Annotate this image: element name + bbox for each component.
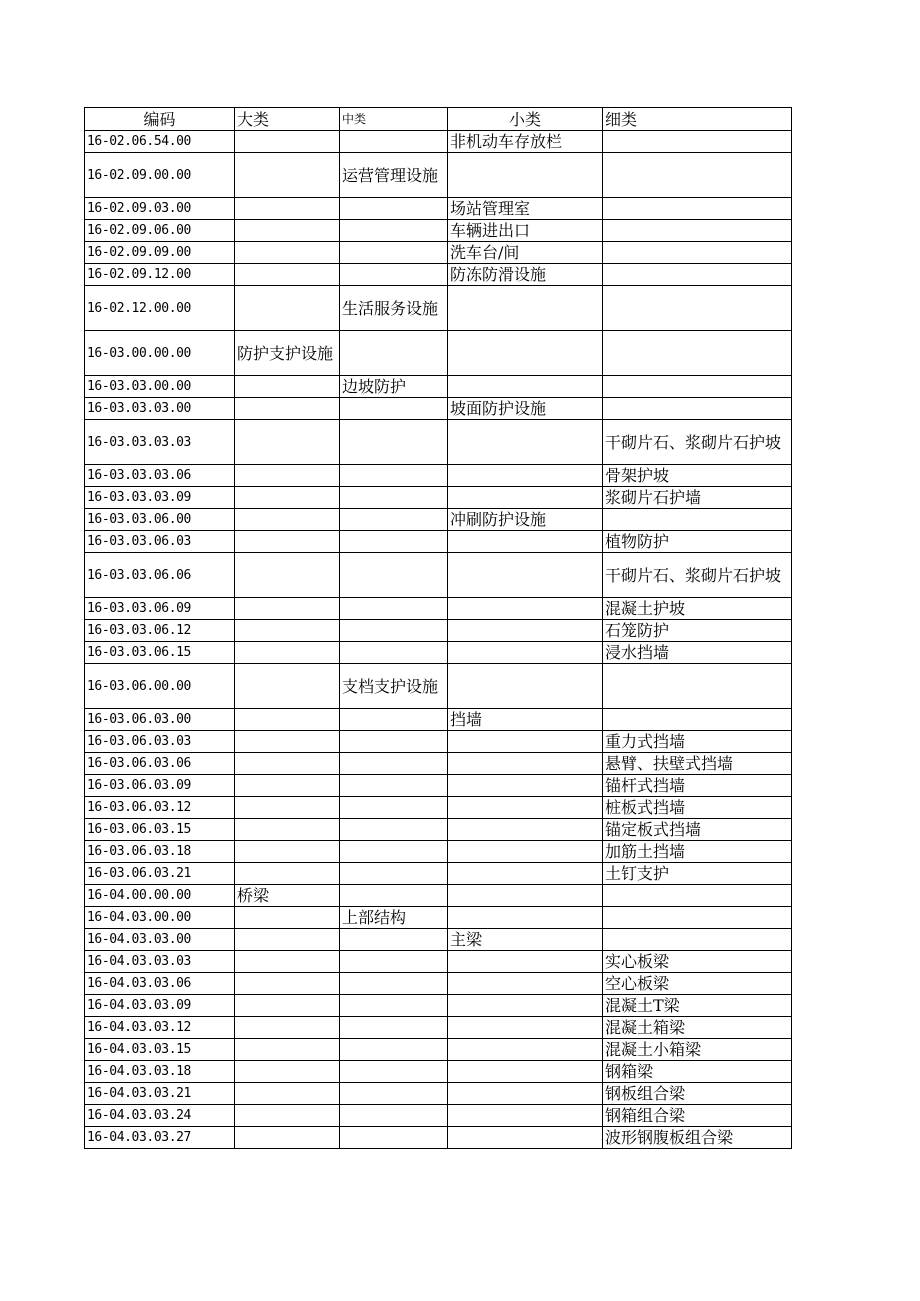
major-category-cell xyxy=(235,775,340,797)
fine-category-cell xyxy=(603,331,792,376)
major-category-cell xyxy=(235,376,340,398)
major-category-cell xyxy=(235,841,340,863)
fine-category-cell: 实心板梁 xyxy=(603,951,792,973)
code-cell: 16-03.00.00.00 xyxy=(85,331,235,376)
minor-category-cell: 非机动车存放栏 xyxy=(448,131,603,153)
mid-category-cell xyxy=(340,1017,448,1039)
minor-category-cell xyxy=(448,620,603,642)
table-row xyxy=(85,1061,792,1083)
minor-category-cell xyxy=(448,775,603,797)
table-row xyxy=(85,220,792,242)
code-cell: 16-02.09.03.00 xyxy=(85,198,235,220)
major-category-cell xyxy=(235,973,340,995)
code-cell: 16-03.06.03.00 xyxy=(85,709,235,731)
major-category-cell: 防护支护设施 xyxy=(235,331,340,376)
mid-category-cell xyxy=(340,863,448,885)
minor-category-cell: 车辆进出口 xyxy=(448,220,603,242)
fine-category-cell xyxy=(603,664,792,709)
code-cell: 16-03.03.03.09 xyxy=(85,487,235,509)
table-row xyxy=(85,1105,792,1127)
minor-category-cell xyxy=(448,531,603,553)
code-cell: 16-03.06.03.18 xyxy=(85,841,235,863)
code-cell: 16-03.06.03.21 xyxy=(85,863,235,885)
mid-category-cell xyxy=(340,198,448,220)
major-category-cell xyxy=(235,907,340,929)
fine-category-cell: 钢箱组合梁 xyxy=(603,1105,792,1127)
minor-category-cell xyxy=(448,907,603,929)
table-row xyxy=(85,398,792,420)
fine-category-cell: 锚杆式挡墙 xyxy=(603,775,792,797)
code-cell: 16-04.03.03.27 xyxy=(85,1127,235,1149)
mid-category-cell xyxy=(340,775,448,797)
minor-category-cell xyxy=(448,1083,603,1105)
table-row xyxy=(85,797,792,819)
table-body xyxy=(85,131,792,1149)
fine-category-cell xyxy=(603,198,792,220)
code-cell: 16-03.06.03.06 xyxy=(85,753,235,775)
major-category-cell xyxy=(235,731,340,753)
code-cell: 16-03.03.03.06 xyxy=(85,465,235,487)
major-category-cell xyxy=(235,509,340,531)
mid-category-cell: 支档支护设施 xyxy=(340,664,448,709)
mid-category-cell xyxy=(340,1061,448,1083)
major-category-cell xyxy=(235,1083,340,1105)
minor-category-cell xyxy=(448,819,603,841)
major-category-cell xyxy=(235,487,340,509)
major-category-cell xyxy=(235,1127,340,1149)
table-row xyxy=(85,198,792,220)
mid-category-cell xyxy=(340,264,448,286)
mid-category-cell xyxy=(340,398,448,420)
code-cell: 16-02.09.00.00 xyxy=(85,153,235,198)
table-row xyxy=(85,331,792,376)
table-row xyxy=(85,731,792,753)
major-category-cell xyxy=(235,1017,340,1039)
code-cell: 16-04.03.03.21 xyxy=(85,1083,235,1105)
code-cell: 16-03.06.03.12 xyxy=(85,797,235,819)
mid-category-cell xyxy=(340,1127,448,1149)
minor-category-cell xyxy=(448,286,603,331)
code-cell: 16-03.03.06.00 xyxy=(85,509,235,531)
code-cell: 16-02.09.12.00 xyxy=(85,264,235,286)
fine-category-cell xyxy=(603,376,792,398)
major-category-cell xyxy=(235,264,340,286)
table-row xyxy=(85,264,792,286)
major-category-cell xyxy=(235,398,340,420)
minor-category-cell: 冲刷防护设施 xyxy=(448,509,603,531)
minor-category-cell xyxy=(448,553,603,598)
table-row xyxy=(85,153,792,198)
minor-category-cell xyxy=(448,951,603,973)
mid-category-cell xyxy=(340,242,448,264)
table-row xyxy=(85,819,792,841)
code-cell: 16-02.09.06.00 xyxy=(85,220,235,242)
mid-category-cell xyxy=(340,487,448,509)
code-cell: 16-03.03.03.03 xyxy=(85,420,235,465)
major-category-cell xyxy=(235,153,340,198)
table-row xyxy=(85,598,792,620)
major-category-cell xyxy=(235,929,340,951)
major-category-cell xyxy=(235,220,340,242)
code-cell: 16-03.03.06.12 xyxy=(85,620,235,642)
major-category-cell xyxy=(235,664,340,709)
classification-table xyxy=(84,107,792,1149)
minor-category-cell xyxy=(448,420,603,465)
major-category-cell xyxy=(235,620,340,642)
mid-category-cell xyxy=(340,1039,448,1061)
minor-category-cell: 场站管理室 xyxy=(448,198,603,220)
major-category-cell xyxy=(235,531,340,553)
major-category-cell xyxy=(235,198,340,220)
table-row xyxy=(85,885,792,907)
mid-category-cell xyxy=(340,797,448,819)
fine-category-cell: 混凝土T梁 xyxy=(603,995,792,1017)
fine-category-cell: 骨架护坡 xyxy=(603,465,792,487)
mid-category-cell xyxy=(340,642,448,664)
mid-category-cell xyxy=(340,709,448,731)
minor-category-cell xyxy=(448,153,603,198)
mid-category-cell xyxy=(340,531,448,553)
header-code: 编码 xyxy=(85,108,235,131)
minor-category-cell xyxy=(448,863,603,885)
code-cell: 16-04.03.03.00 xyxy=(85,929,235,951)
code-cell: 16-02.09.09.00 xyxy=(85,242,235,264)
mid-category-cell xyxy=(340,885,448,907)
code-cell: 16-03.03.06.15 xyxy=(85,642,235,664)
table-row xyxy=(85,1083,792,1105)
fine-category-cell: 加筋土挡墙 xyxy=(603,841,792,863)
minor-category-cell: 挡墙 xyxy=(448,709,603,731)
code-cell: 16-04.03.03.24 xyxy=(85,1105,235,1127)
mid-category-cell: 上部结构 xyxy=(340,907,448,929)
fine-category-cell: 石笼防护 xyxy=(603,620,792,642)
fine-category-cell xyxy=(603,264,792,286)
fine-category-cell: 混凝土箱梁 xyxy=(603,1017,792,1039)
table-row xyxy=(85,995,792,1017)
code-cell: 16-04.03.00.00 xyxy=(85,907,235,929)
code-cell: 16-04.00.00.00 xyxy=(85,885,235,907)
mid-category-cell xyxy=(340,973,448,995)
fine-category-cell xyxy=(603,709,792,731)
major-category-cell xyxy=(235,709,340,731)
fine-category-cell: 波形钢腹板组合梁 xyxy=(603,1127,792,1149)
table-row xyxy=(85,973,792,995)
table-row xyxy=(85,1127,792,1149)
major-category-cell xyxy=(235,819,340,841)
fine-category-cell: 浆砌片石护墙 xyxy=(603,487,792,509)
major-category-cell xyxy=(235,465,340,487)
mid-category-cell xyxy=(340,929,448,951)
fine-category-cell: 空心板梁 xyxy=(603,973,792,995)
mid-category-cell xyxy=(340,553,448,598)
code-cell: 16-03.03.06.09 xyxy=(85,598,235,620)
mid-category-cell xyxy=(340,753,448,775)
header-row xyxy=(85,108,792,131)
major-category-cell xyxy=(235,242,340,264)
table-row xyxy=(85,465,792,487)
minor-category-cell xyxy=(448,331,603,376)
code-cell: 16-04.03.03.15 xyxy=(85,1039,235,1061)
fine-category-cell: 混凝土护坡 xyxy=(603,598,792,620)
mid-category-cell xyxy=(340,841,448,863)
mid-category-cell xyxy=(340,995,448,1017)
fine-category-cell: 重力式挡墙 xyxy=(603,731,792,753)
table-row xyxy=(85,131,792,153)
mid-category-cell xyxy=(340,1083,448,1105)
table-row xyxy=(85,907,792,929)
mid-category-cell xyxy=(340,598,448,620)
fine-category-cell xyxy=(603,153,792,198)
table-row xyxy=(85,1039,792,1061)
table-row xyxy=(85,420,792,465)
minor-category-cell: 主梁 xyxy=(448,929,603,951)
table-row xyxy=(85,376,792,398)
table-row xyxy=(85,709,792,731)
mid-category-cell xyxy=(340,131,448,153)
minor-category-cell xyxy=(448,487,603,509)
code-cell: 16-03.03.06.06 xyxy=(85,553,235,598)
mid-category-cell xyxy=(340,509,448,531)
fine-category-cell: 植物防护 xyxy=(603,531,792,553)
major-category-cell xyxy=(235,1039,340,1061)
table-row xyxy=(85,664,792,709)
minor-category-cell xyxy=(448,642,603,664)
minor-category-cell xyxy=(448,664,603,709)
mid-category-cell xyxy=(340,819,448,841)
major-category-cell xyxy=(235,1105,340,1127)
mid-category-cell xyxy=(340,1105,448,1127)
minor-category-cell: 洗车台/间 xyxy=(448,242,603,264)
major-category-cell: 桥梁 xyxy=(235,885,340,907)
code-cell: 16-02.12.00.00 xyxy=(85,286,235,331)
fine-category-cell xyxy=(603,885,792,907)
mid-category-cell: 生活服务设施 xyxy=(340,286,448,331)
mid-category-cell xyxy=(340,220,448,242)
mid-category-cell xyxy=(340,465,448,487)
major-category-cell xyxy=(235,642,340,664)
minor-category-cell: 防冻防滑设施 xyxy=(448,264,603,286)
code-cell: 16-03.06.03.15 xyxy=(85,819,235,841)
table-row xyxy=(85,951,792,973)
code-cell: 16-03.03.06.03 xyxy=(85,531,235,553)
fine-category-cell: 钢箱梁 xyxy=(603,1061,792,1083)
minor-category-cell xyxy=(448,1105,603,1127)
header-major: 大类 xyxy=(235,108,340,131)
table-row xyxy=(85,775,792,797)
code-cell: 16-04.03.03.03 xyxy=(85,951,235,973)
code-cell: 16-04.03.03.18 xyxy=(85,1061,235,1083)
minor-category-cell xyxy=(448,1039,603,1061)
code-cell: 16-03.06.03.09 xyxy=(85,775,235,797)
table-row xyxy=(85,929,792,951)
major-category-cell xyxy=(235,553,340,598)
table-row xyxy=(85,242,792,264)
mid-category-cell xyxy=(340,951,448,973)
table-row xyxy=(85,487,792,509)
header-minor: 小类 xyxy=(448,108,603,131)
fine-category-cell xyxy=(603,509,792,531)
mid-category-cell xyxy=(340,620,448,642)
minor-category-cell xyxy=(448,376,603,398)
minor-category-cell: 坡面防护设施 xyxy=(448,398,603,420)
fine-category-cell: 桩板式挡墙 xyxy=(603,797,792,819)
minor-category-cell xyxy=(448,465,603,487)
fine-category-cell: 悬臂、扶壁式挡墙 xyxy=(603,753,792,775)
mid-category-cell xyxy=(340,331,448,376)
minor-category-cell xyxy=(448,598,603,620)
major-category-cell xyxy=(235,131,340,153)
code-cell: 16-03.03.03.00 xyxy=(85,398,235,420)
code-cell: 16-03.06.00.00 xyxy=(85,664,235,709)
header-mid: 中类 xyxy=(340,108,448,131)
mid-category-cell: 边坡防护 xyxy=(340,376,448,398)
fine-category-cell xyxy=(603,929,792,951)
table-row xyxy=(85,753,792,775)
fine-category-cell: 干砌片石、浆砌片石护坡 xyxy=(603,420,792,465)
fine-category-cell xyxy=(603,131,792,153)
table-row xyxy=(85,620,792,642)
code-cell: 16-04.03.03.09 xyxy=(85,995,235,1017)
fine-category-cell: 土钉支护 xyxy=(603,863,792,885)
major-category-cell xyxy=(235,286,340,331)
minor-category-cell xyxy=(448,841,603,863)
code-cell: 16-03.03.00.00 xyxy=(85,376,235,398)
mid-category-cell xyxy=(340,731,448,753)
fine-category-cell xyxy=(603,398,792,420)
minor-category-cell xyxy=(448,1061,603,1083)
minor-category-cell xyxy=(448,1127,603,1149)
header-fine: 细类 xyxy=(603,108,792,131)
minor-category-cell xyxy=(448,973,603,995)
minor-category-cell xyxy=(448,995,603,1017)
table-row xyxy=(85,841,792,863)
fine-category-cell: 钢板组合梁 xyxy=(603,1083,792,1105)
minor-category-cell xyxy=(448,885,603,907)
code-cell: 16-02.06.54.00 xyxy=(85,131,235,153)
fine-category-cell xyxy=(603,286,792,331)
code-cell: 16-04.03.03.12 xyxy=(85,1017,235,1039)
table-row xyxy=(85,553,792,598)
fine-category-cell xyxy=(603,220,792,242)
minor-category-cell xyxy=(448,731,603,753)
table-row xyxy=(85,509,792,531)
table-row xyxy=(85,531,792,553)
fine-category-cell: 混凝土小箱梁 xyxy=(603,1039,792,1061)
major-category-cell xyxy=(235,951,340,973)
major-category-cell xyxy=(235,863,340,885)
table-header xyxy=(85,108,792,131)
major-category-cell xyxy=(235,598,340,620)
table-row xyxy=(85,642,792,664)
minor-category-cell xyxy=(448,1017,603,1039)
minor-category-cell xyxy=(448,797,603,819)
fine-category-cell: 浸水挡墙 xyxy=(603,642,792,664)
fine-category-cell xyxy=(603,242,792,264)
table-row xyxy=(85,286,792,331)
table-row xyxy=(85,1017,792,1039)
major-category-cell xyxy=(235,420,340,465)
table-row xyxy=(85,863,792,885)
major-category-cell xyxy=(235,995,340,1017)
fine-category-cell xyxy=(603,907,792,929)
minor-category-cell xyxy=(448,753,603,775)
major-category-cell xyxy=(235,797,340,819)
mid-category-cell: 运营管理设施 xyxy=(340,153,448,198)
code-cell: 16-04.03.03.06 xyxy=(85,973,235,995)
code-cell: 16-03.06.03.03 xyxy=(85,731,235,753)
mid-category-cell xyxy=(340,420,448,465)
major-category-cell xyxy=(235,1061,340,1083)
fine-category-cell: 锚定板式挡墙 xyxy=(603,819,792,841)
fine-category-cell: 干砌片石、浆砌片石护坡 xyxy=(603,553,792,598)
major-category-cell xyxy=(235,753,340,775)
